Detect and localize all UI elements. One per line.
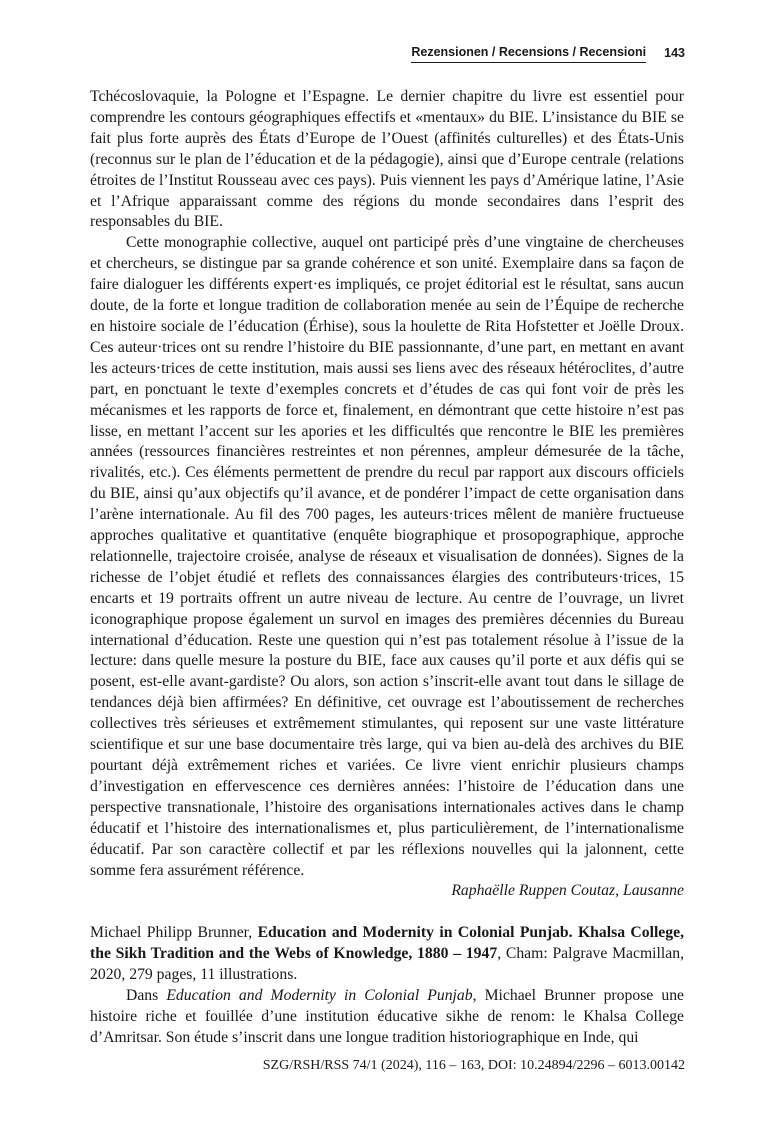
review2-book-title-italic: Education and Modernity in Colonial Punjab (166, 987, 473, 1005)
section-title: Rezensionen / Recensions / Recensioni (411, 45, 646, 63)
review2-publication-details: , Cham: Palgrave Macmillan, 2020, 279 pages, 11 illustrations. (90, 945, 684, 984)
page-number: 143 (664, 45, 685, 60)
footer-citation: SZG/RSH/RSS 74/1 (2024), 116 – 163, DOI: 10.24894/2296 – 6013.00142 (262, 1058, 685, 1073)
review1-paragraph-1: Tchécoslovaquie, la Pologne et l’Espagne. Le dernier chapitre du livre est essentiel pour comprendre les contours géographiques effectifs et «mentaux» du BIE. L’insistance du BIE se fait plus forte auprès des États d’Europe de l’Ouest (affinités culturelles) et des États-Unis (reconnus sur le plan de l’éducation et de la pédagogie), ainsi que d’Europe centrale (relations étroites de l’Institut Rousseau avec ces pays). Puis viennent les pays d’Amérique latine, l’Asie et l’Afrique apparaissant comme des régions du monde secondaires dans l’esprit des responsables du BIE. (90, 88, 684, 231)
review2-book-title: Education and Modernity in Colonial Punjab. Khalsa College, the Sikh Tradition and the Webs of Knowledge, 1880 – 1947 (90, 924, 684, 963)
running-header (90, 45, 685, 63)
review2-paragraph-1: Dans Education and Modernity in Colonial Punjab, Michael Brunner propose une histoire riche et fouillée d’une institution éducative sikhe de renom: le Khalsa College d’Amritsar. Son étude s’inscrit dans une longue tradition historiographique en Inde, qui (90, 987, 684, 1046)
review2-author: Michael Philipp Brunner, (90, 924, 258, 942)
review2-bibliography (90, 923, 684, 986)
review1-signature: Raphaëlle Ruppen Coutaz, Lausanne (451, 882, 684, 900)
review1-paragraph-2: Cette monographie collective, auquel ont participé près d’une vingtaine de chercheuses et chercheurs, se distingue par sa grande cohérence et son unité. Exemplaire dans sa façon de faire dialoguer les différents expert·es impliqués, ce projet éditorial est le résultat, sans aucun doute, de la forte et longue tradition de collaboration menée au sein de l’Équipe de recherche en histoire sociale de l’éducation (Érhise), sous la houlette de Rita Hofstetter et Joëlle Droux. Ces auteur·trices ont su rendre l’histoire du BIE passionnante, d’une part, en mettant en avant les acteurs·trices de cette institution, mais aussi ses liens avec des réseaux hétéroclites, d’autre part, en ponctuant le texte d’exemples concrets et d’études de cas qui font voir de près les mécanismes et les rapports de force et, finalement, en démontrant que cette histoire n’est pas lisse, en mettant l’accent sur les apories et les difficultés que rencontre le BIE les premières années (ressources financières restreintes et non pérennes, ampleur démesurée de la tâche, rivalités, etc.). Ces éléments permettent de prendre du recul par rapport aux discours officiels du BIE, ainsi qu’aux objectifs qu’il avance, et de pondérer l’impact de cette organisation dans l’arène internationale. Au fil des 700 pages, les auteurs·trices mêlent de manière fructueuse approches qualitative et quantitative (enquête biographique et prosopographique, approche relationnelle, trajectoire croisée, analyse de réseaux et visualisation de données). Signes de la richesse de l’objet étudié et reflets des connaissances élargies des contributeurs·trices, 15 encarts et 19 portraits offrent un autre niveau de lecture. Au centre de l’ouvrage, un livret iconographique propose également un survol en images des premières décennies du Bureau international d’éducation. Reste une question qui n’est pas totalement résolue à l’issue de la lecture: dans quelle mesure la posture du BIE, face aux causes qu’il porte et aux défis qui se posent, est-elle avant-gardiste? Ou alors, son action s’inscrit-elle avant tout dans le sillage de tendances déjà bien affirmées? En définitive, cet ouvrage est l’aboutissement de recherches collectives très sérieuses et extrêmement stimulantes, qui reposent sur une vaste littérature scientifique et sur une base documentaire très large, qui va bien au-delà des archives du BIE pourtant déjà extrêmement riches et variées. Ce livre vient enrichir plusieurs champs d’investigation en effervescence ces dernières années: l’histoire de l’éducation dans une perspective transnationale, l’histoire des organisations internationales actives dans le champ éducatif et l’histoire des internationalismes et, plus particulièrement, de l’internationalisme éducatif. Par son caractère collectif et par les réflexions nouvelles qui la jalonnent, cette somme fera assurément référence. (90, 234, 684, 879)
text-body (90, 87, 684, 1049)
review-separator (90, 902, 684, 923)
